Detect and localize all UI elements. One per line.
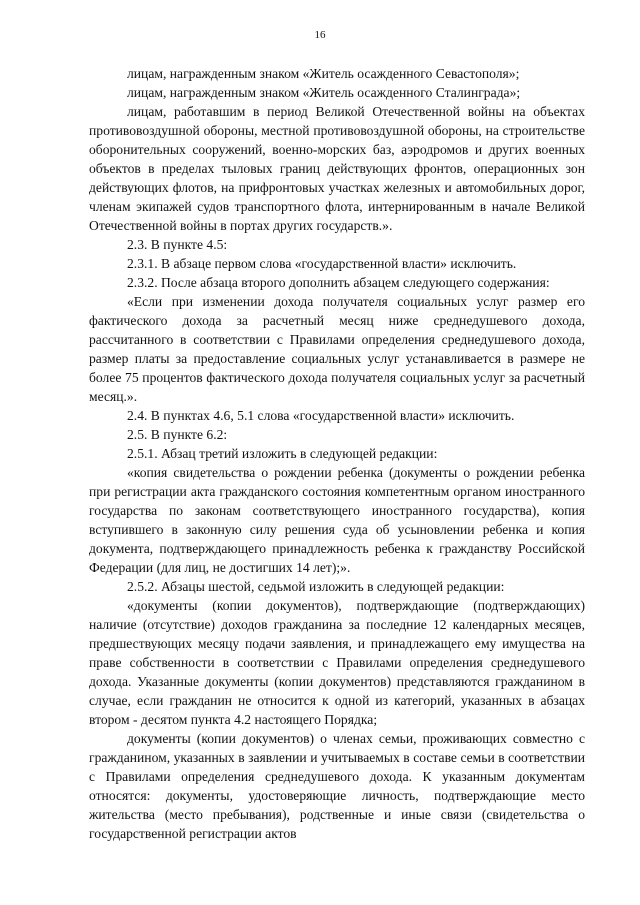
quote-income-documents: «документы (копии документов), подтверждающие (подтверждающих) наличие (отсутствие) доходов гражданина за последние 12 календарных месяцев, предшествующих месяцу подачи заявления, и принадлежащего ему имущества на праве собственности в соответствии с Правилами определения среднедушевого дохода. Указанные документы (копии документов) представляются гражданином в случае, если гражданин не относится к одной из категорий, указанных в абзацах втором - десятом пункта 4.2 настоящего Порядка; <box>89 598 585 727</box>
quote-income-change: «Если при изменении дохода получателя социальных услуг размер его фактического дохода за расчетный месяц ниже среднедушевого дохода, рассчитанного в соответствии с Правилами определения среднедушевого дохода, размер платы за предоставление социальных услуг устанавливается в размере не более 75 процентов фактического дохода получателя социальных услуг за расчетный месяц.». <box>89 294 585 404</box>
document-body <box>89 64 585 843</box>
paragraph-award-stalingrad: лицам, награжденным знаком «Житель осажденного Сталинграда»; <box>127 85 521 100</box>
clause-2-5: 2.5. В пункте 6.2: <box>127 427 228 442</box>
clause-2-3-2: 2.3.2. После абзаца второго дополнить абзацем следующего содержания: <box>127 275 550 290</box>
clause-2-4: 2.4. В пунктах 4.6, 5.1 слова «государственной власти» исключить. <box>127 408 515 423</box>
clause-2-3-1: 2.3.1. В абзаце первом слова «государственной власти» исключить. <box>127 256 517 271</box>
page-number: 16 <box>314 29 326 41</box>
paragraph-family-documents: документы (копии документов) о членах семьи, проживающих совместно с гражданином, указанных в заявлении и учитываемых в составе семьи в соответствии с Правилами определения среднедушевого дохода. К указанным документам относятся: документы, удостоверяющие личность, подтверждающие место жительства (место пребывания), родственные и иные связи (свидетельства о государственной регистрации актов <box>89 731 585 841</box>
clause-2-3: 2.3. В пункте 4.5: <box>127 237 228 252</box>
paragraph-wartime-workers: лицам, работавшим в период Великой Отечественной войны на объектах противовоздушной обороны, местной противовоздушной обороны, на строительстве оборонительных сооружений, военно-морских баз, аэродромов и других военных объектов в пределах тыловых границ действующих фронтов, операционных зон действующих флотов, на прифронтовых участках железных и автомобильных дорог, членам экипажей судов транспортного флота, интернированным в начале Великой Отечественной войны в портах других государств.». <box>89 104 585 233</box>
clause-2-5-1: 2.5.1. Абзац третий изложить в следующей редакции: <box>127 446 438 461</box>
clause-2-5-2: 2.5.2. Абзацы шестой, седьмой изложить в следующей редакции: <box>127 579 505 594</box>
paragraph-award-sevastopol: лицам, награжденным знаком «Житель осажденного Севастополя»; <box>127 66 520 81</box>
quote-birth-certificate: «копия свидетельства о рождении ребенка (документы о рождении ребенка при регистрации акта гражданского состояния компетентным органом иностранного государства по законам соответствующего иностранного государства), копия вступившего в законную силу решения суда об усыновлении ребенка и копия документа, подтверждающего принадлежность ребенка к гражданству Российской Федерации (для лиц, не достигших 14 лет);». <box>89 465 585 575</box>
